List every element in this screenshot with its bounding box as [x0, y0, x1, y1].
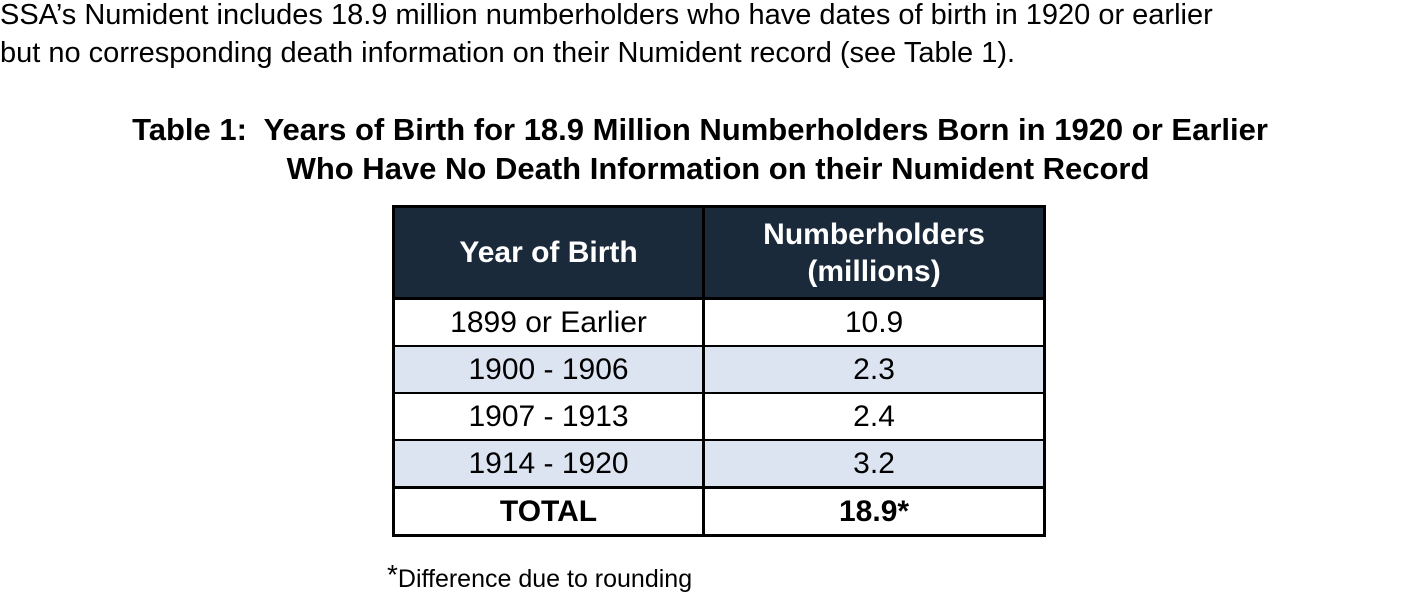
- table-caption: [0, 110, 1418, 188]
- year-cell: 1900 - 1906: [394, 346, 704, 393]
- table-caption-line-1: Table 1: Years of Birth for 18.9 Million Numberholders Born in 1920 or Earlier: [132, 112, 1268, 147]
- table-row: [394, 440, 1045, 488]
- table-row: [394, 393, 1045, 440]
- value-cell: 2.3: [704, 346, 1045, 393]
- total-label-cell: TOTAL: [394, 488, 704, 536]
- year-cell: 1907 - 1913: [394, 393, 704, 440]
- intro-paragraph: [0, 0, 1418, 72]
- header-numberholders-line-1: Numberholders: [763, 217, 985, 251]
- total-value-cell: 18.9*: [704, 488, 1045, 536]
- header-year-of-birth: Year of Birth: [394, 207, 704, 299]
- value-cell: 2.4: [704, 393, 1045, 440]
- year-cell: 1914 - 1920: [394, 440, 704, 488]
- table-caption-line-2: Who Have No Death Information on their Numident Record: [286, 151, 1150, 186]
- table-row: [394, 346, 1045, 393]
- footnote-text: Difference due to rounding: [397, 565, 693, 593]
- table-total-row: [394, 488, 1045, 536]
- table-header-row: [394, 207, 1045, 299]
- footnote-marker: *: [387, 559, 398, 590]
- header-numberholders-line-2: (millions): [807, 254, 941, 288]
- intro-line-2: but no corresponding death information on their Numident record (see Table 1).: [0, 37, 1016, 69]
- value-cell: 3.2: [704, 440, 1045, 488]
- intro-line-1: SSA’s Numident includes 18.9 million numberholders who have dates of birth in 1920 or earlier: [0, 0, 1213, 31]
- value-cell: 10.9: [704, 299, 1045, 347]
- year-cell: 1899 or Earlier: [394, 299, 704, 347]
- header-numberholders: [704, 207, 1045, 299]
- years-of-birth-table: [392, 205, 1046, 537]
- table-row: [394, 299, 1045, 347]
- table-footnote: [387, 559, 693, 595]
